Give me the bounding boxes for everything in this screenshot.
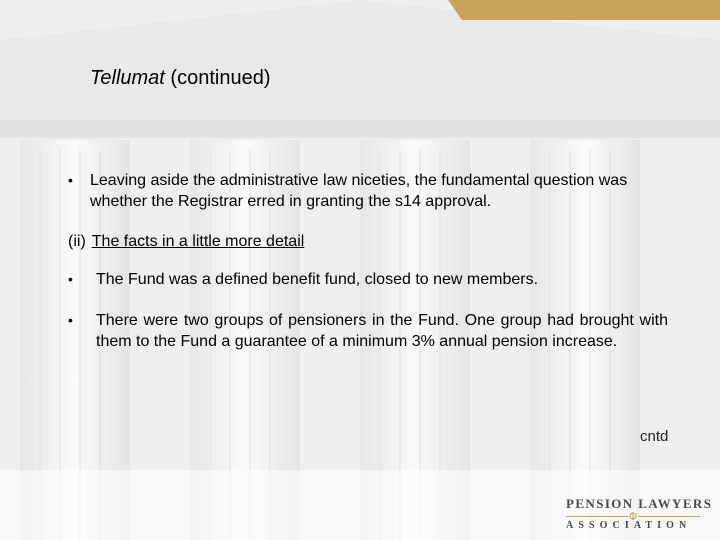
bullet-icon: • (68, 271, 73, 287)
logo-line-2: ASSOCIATION (566, 520, 692, 531)
logo-divider (566, 512, 700, 520)
section-heading (68, 231, 304, 252)
continued-label: cntd (640, 428, 669, 445)
pension-lawyers-association-logo (566, 496, 713, 531)
list-item-text: There were two groups of pensioners in the Fund. One group had brought with them to the Fund a guarantee of a minimum 3% annual pension increase. (96, 312, 668, 350)
title-case-name: Tellumat (90, 67, 165, 89)
section-number: (ii) (68, 233, 86, 250)
bullet-icon: • (68, 172, 73, 188)
list-item (68, 310, 668, 352)
logo-line-1: PENSION LAWYERS (566, 496, 713, 511)
section-heading-text: The facts in a little more detail (91, 233, 305, 250)
intro-bullet (68, 170, 668, 212)
intro-bullet-text: Leaving aside the administrative law niceties, the fundamental question was whether the Registrar erred in granting the s14 approval. (90, 172, 628, 210)
bullet-icon: • (68, 312, 73, 328)
list-item (68, 269, 668, 290)
list-item-text: The Fund was a defined benefit fund, closed to new members. (96, 271, 539, 288)
top-accent-bar (0, 0, 720, 20)
title-suffix: (continued) (170, 67, 271, 89)
slide-title (90, 66, 270, 90)
